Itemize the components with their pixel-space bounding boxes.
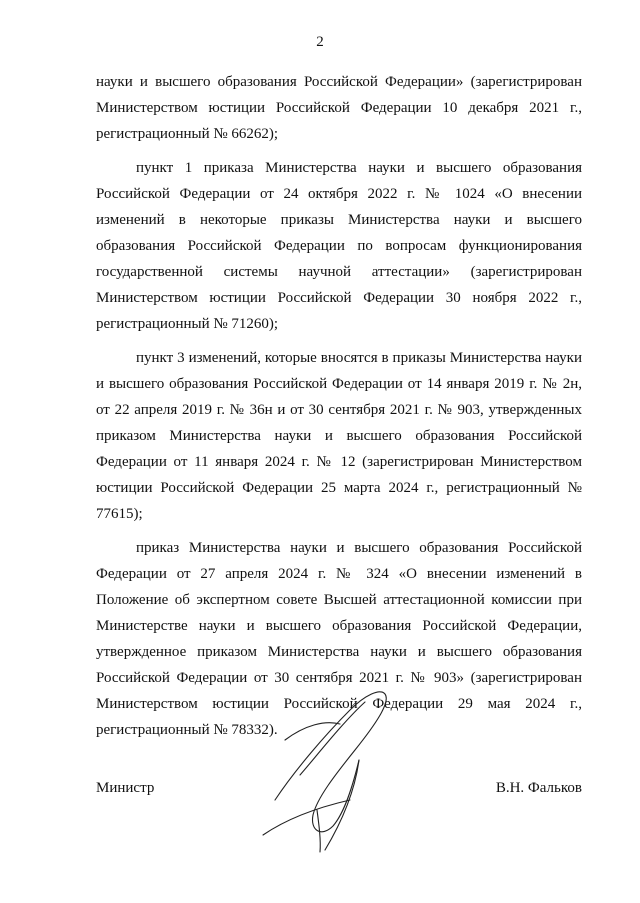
paragraph-2: пункт 1 приказа Министерства науки и высшего образования Российской Федерации от 24 октября 2022 г. № 1024 «О внесении изменений в некоторые приказы Министерства науки и высшего образования Российской Федерации по вопросам функционирования государственной системы научной аттестации» (зарегистрирован Министерством юстиции Российской Федерации 30 ноября 2022 г., регистрационный № 71260); (96, 160, 582, 332)
paragraph-4: приказ Министерства науки и высшего образования Российской Федерации от 27 апреля 2024 г. № 324 «О внесении изменений в Положение об экспертном совете Высшей аттестационной комиссии при Министерстве науки и высшего образования Российской Федерации, утвержденное приказом Министерства науки и высшего образования Российской Федерации от 30 сентября 2021 г. № 903» (зарегистрирован Министерством юстиции Российской Федерации 29 мая 2024 г., регистрационный № 78332). (96, 540, 582, 738)
handwritten-signature-icon (255, 680, 405, 855)
signer-name: В.Н. Фальков (495, 780, 582, 796)
paragraph-3: пункт 3 изменений, которые вносятся в приказы Министерства науки и высшего образования Российской Федерации от 14 января 2019 г. № 2н, от 22 апреля 2019 г. № 36н и от 30 сентября 2021 г. № 903, утвержденных приказом Министерства науки и высшего образования Российской Федерации от 11 января 2024 г. № 12 (зарегистрирован Министерством юстиции Российской Федерации 25 марта 2024 г., регистрационный № 77615); (96, 350, 582, 522)
paragraph-1: науки и высшего образования Российской Федерации» (зарегистрирован Министерством юстиции Российской Федерации 10 декабря 2021 г., регистрационный № 66262); (96, 74, 582, 142)
document-body (96, 69, 582, 743)
page-number: 2 (316, 34, 324, 50)
signer-title: Министр (96, 780, 155, 796)
